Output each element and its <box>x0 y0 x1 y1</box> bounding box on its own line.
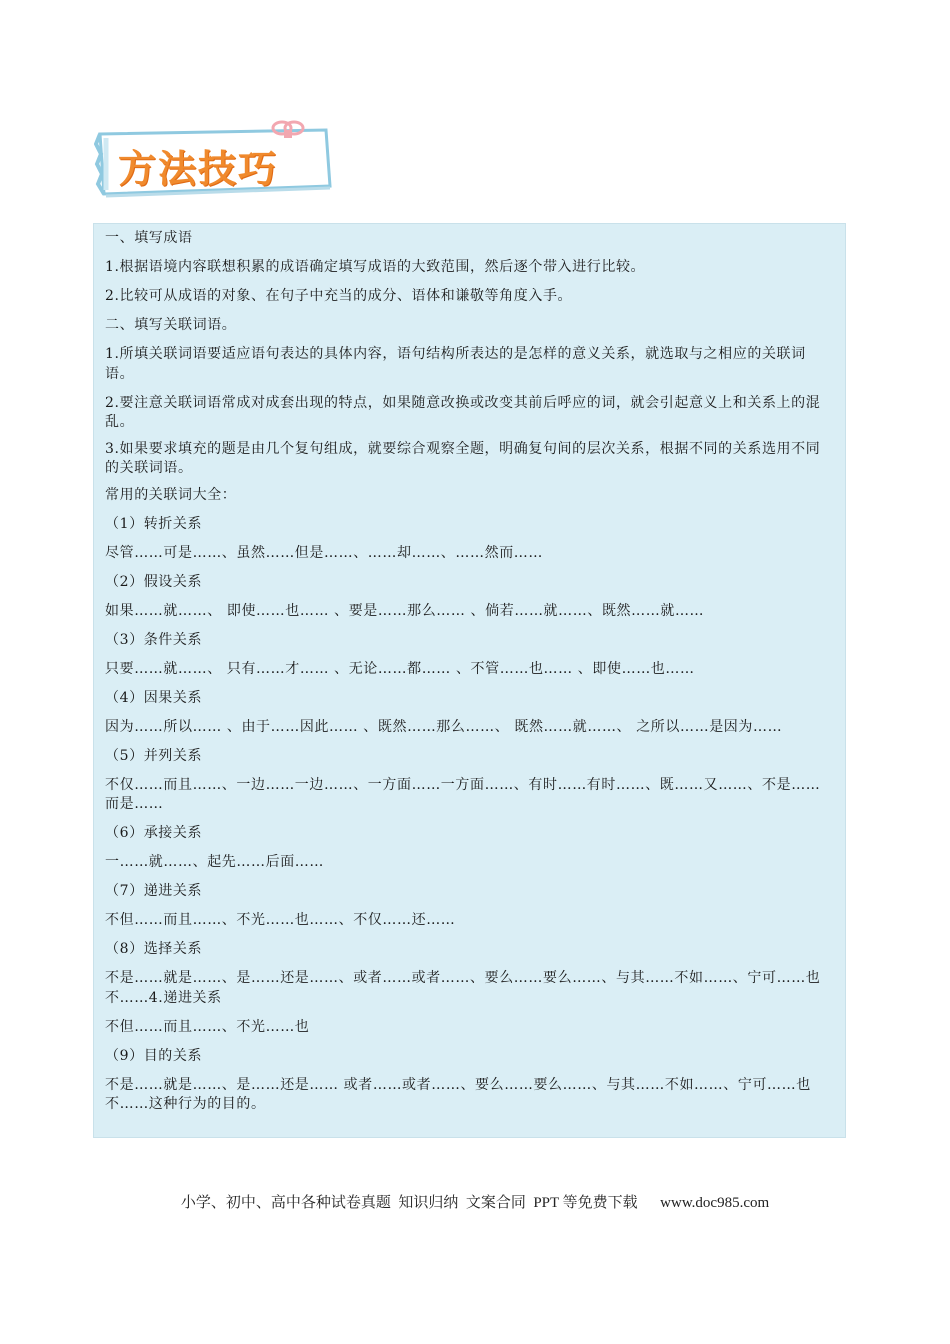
relation-heading: （2）假设关系 <box>105 573 203 590</box>
relation-examples: 一……就……、起先……后面…… <box>105 854 324 870</box>
relation-heading: （3）条件关系 <box>105 631 203 648</box>
relation-heading: （9）目的关系 <box>105 1047 203 1064</box>
relation-examples: 不但……而且……、不光……也……、不仅……还…… <box>105 912 456 928</box>
relation-heading: （5）并列关系 <box>105 747 203 764</box>
relation-examples: 如果……就……、 即使……也…… 、要是……那么…… 、倘若……就……、既然……就…… <box>105 602 705 619</box>
tip-paragraph: 2.要注意关联词语常成对成套出现的特点，如果随意改换或改变其前后呼应的词，就会引起意义上和关系上的混乱。 <box>105 394 821 430</box>
relation-examples: 不是……就是……、是……还是…… 或者……或者……、要么……要么……、与其……不如……、宁可……也不……这种行为的目的。 <box>105 1076 811 1112</box>
tip-paragraph: 1.根据语境内容联想积累的成语确定填写成语的大致范围，然后逐个带入进行比较。 <box>105 259 646 275</box>
page-footer: 小学、初中、高中各种试卷真题 知识归纳 文案合同 PPT 等免费下载 www.doc985.com <box>180 1195 770 1211</box>
relation-examples: 尽管……可是……、虽然……但是……、……却……、……然而…… <box>105 544 543 561</box>
list-heading: 常用的关联词大全： <box>105 486 237 503</box>
relation-examples: 不是……就是……、是……还是……、或者……或者……、要么……要么……、与其……不如……、宁可……也不……4.递进关系 <box>105 970 821 1006</box>
relation-examples: 不仅……而且……、一边……一边……、一方面……一方面……、有时……有时……、既……又……、不是……而是…… <box>105 776 821 812</box>
relation-heading: （8）选择关系 <box>105 941 203 957</box>
tips-content-box <box>93 223 846 1138</box>
relation-heading: （6）承接关系 <box>105 825 203 841</box>
tip-paragraph: 1.所填关联词语要适应语句表达的具体内容，语句结构所表达的是怎样的意义关系，就选取与之相应的关联词语。 <box>105 346 806 382</box>
relation-examples: 不但……而且……、不光……也 <box>105 1018 310 1035</box>
tip-paragraph: 3.如果要求填充的题是由几个复句组成，就要综合观察全题，明确复句间的层次关系，根据不同的关系选用不同的关联词语。 <box>105 440 821 476</box>
section-title-banner <box>94 124 334 198</box>
heading-idioms: 一、填写成语 <box>105 230 193 246</box>
paper-clip-icon <box>270 118 306 138</box>
section-title: 方法技巧 <box>118 147 279 191</box>
heading-conjunctions: 二、填写关联词语。 <box>105 317 237 333</box>
relation-examples: 因为……所以…… 、由于……因此…… 、既然……那么……、 既然……就……、 之所以……是因为…… <box>105 718 783 735</box>
relation-examples: 只要……就……、 只有……才…… 、无论……都…… 、不管……也…… 、即使……也…… <box>105 660 695 677</box>
relation-heading: （7）递进关系 <box>105 883 203 899</box>
relation-heading: （4）因果关系 <box>105 689 203 706</box>
tip-paragraph: 2.比较可从成语的对象、在句子中充当的成分、语体和谦敬等角度入手。 <box>105 288 573 304</box>
relation-heading: （1）转折关系 <box>105 515 203 532</box>
